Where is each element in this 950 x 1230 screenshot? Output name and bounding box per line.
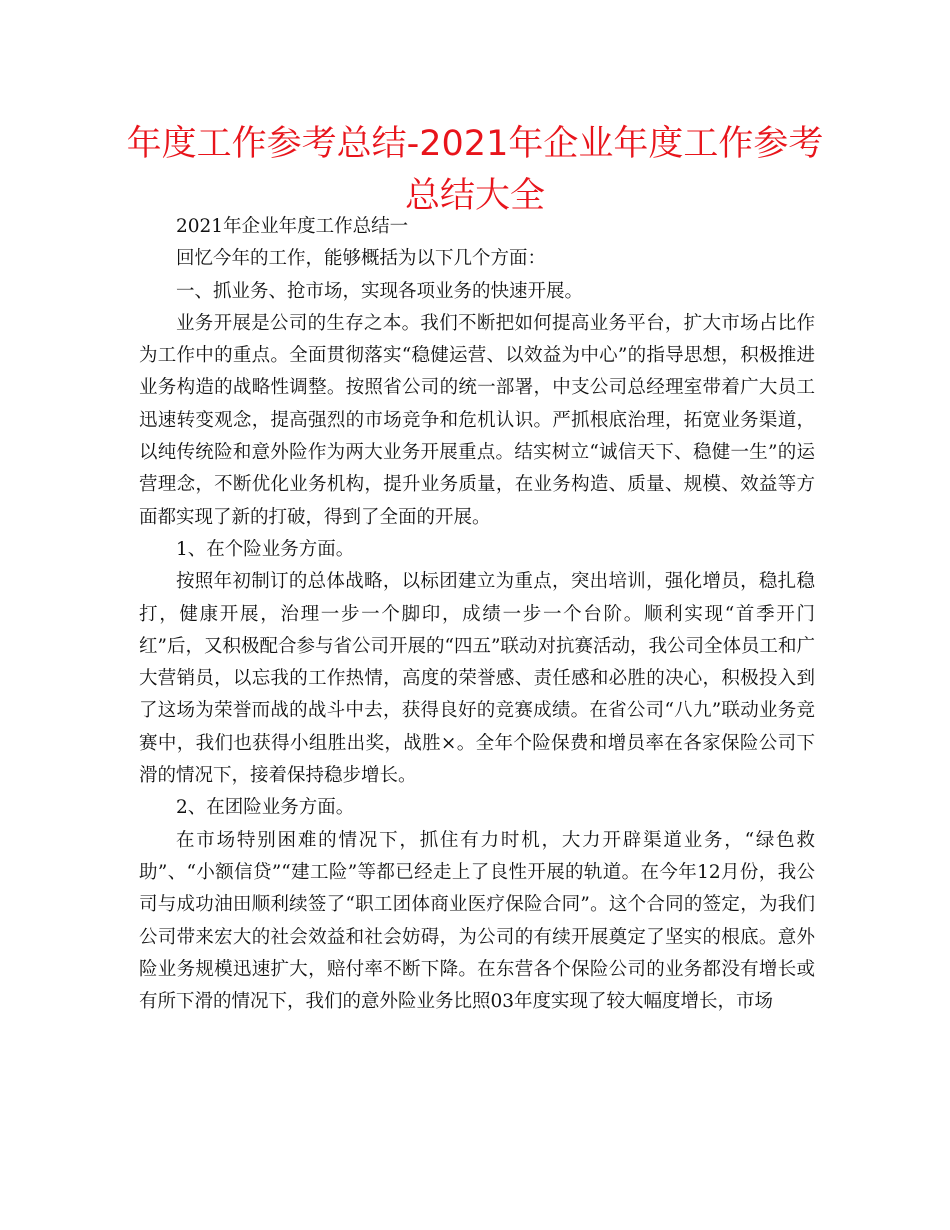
document-title: 年度工作参考总结-2021年企业年度工作参考总结大全 (126, 124, 824, 216)
paragraph-subheading-group: 2、在团险业务方面。 (176, 797, 355, 819)
paragraph-heading-1: 一、抓业务、抢市场，实现各项业务的快速开展。 (176, 280, 584, 302)
paragraph-subheading-individual: 1、在个险业务方面。 (176, 538, 355, 560)
document-body (139, 211, 815, 1018)
paragraph-intro: 回忆今年的工作，能够概括为以下几个方面： (176, 248, 547, 270)
paragraph-group-insurance: 在市场特别困难的情况下，抓住有力时机，大力开辟渠道业务，“绿色救助”、“小额信贷”“建工险”等都已经走上了良性开展的轨道。在今年12月份，我公司与成功油田顺利续签了“职工团体商业医疗保险合同”。这个合同的签定，为我们公司带来宏大的社会效益和社会妨碍，为公司的有续开展奠定了坚实的根底。意外险业务规模迅速扩大，赔付率不断下降。在东营各个保险公司的业务都没有增长或有所下滑的情况下，我们的意外险业务比照03年度实现了较大幅度增长，市场 (139, 829, 815, 1013)
paragraph-section-heading: 2021年企业年度工作总结一 (176, 216, 409, 237)
paragraph-individual-insurance: 按照年初制订的总体战略，以标团建立为重点，突出培训，强化增员，稳扎稳打，健康开展，治理一步一个脚印，成绩一步一个台阶。顺利实现“首季开门红”后，又积极配合参与省公司开展的“四五”联动对抗赛活动，我公司全体员工和广大营销员，以忘我的工作热情，高度的荣誉感、责任感和必胜的决心，积极投入到了这场为荣誉而战的战斗中去，获得良好的竞赛成绩。在省公司“八九”联动业务竞赛中，我们也获得小组胜出奖，战胜×。全年个险保费和增员率在各家保险公司下滑的情况下，接着保持稳步增长。 (139, 571, 815, 787)
paragraph-business-development: 业务开展是公司的生存之本。我们不断把如何提高业务平台，扩大市场占比作为工作中的重点。全面贯彻落实“稳健运营、以效益为中心”的指导思想，积极推进业务构造的战略性调整。按照省公司的统一部署，中支公司总经理室带着广大员工迅速转变观念，提高强烈的市场竞争和危机认识。严抓根底治理，拓宽业务渠道，以纯传统险和意外险作为两大业务开展重点。结实树立“诚信天下、稳健一生”的运营理念，不断优化业务机构，提升业务质量，在业务构造、质量、规模、效益等方面都实现了新的打破，得到了全面的开展。 (139, 312, 815, 528)
